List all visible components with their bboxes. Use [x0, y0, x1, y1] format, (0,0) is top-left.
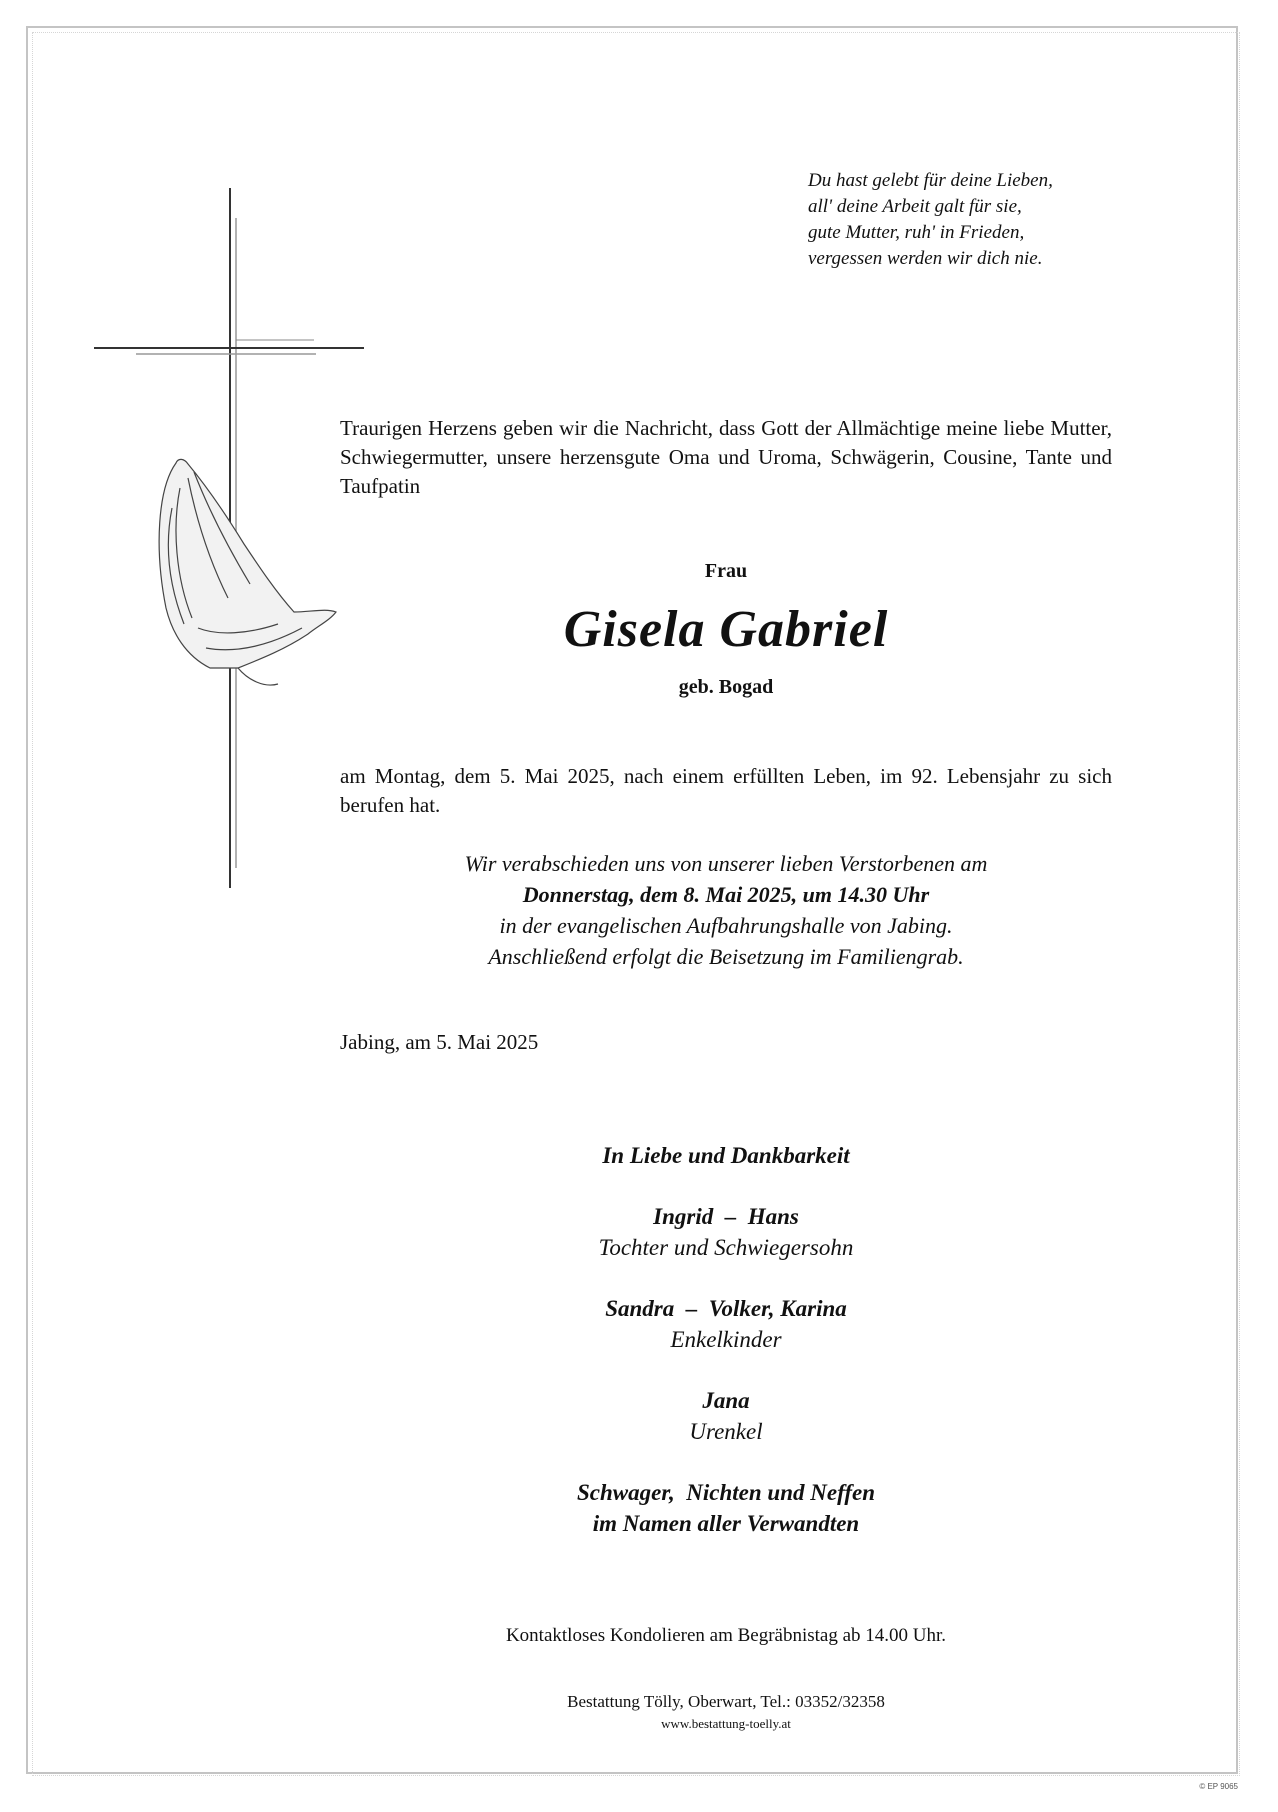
undertaker-website: www.bestattung-toelly.at	[661, 1716, 791, 1731]
mourner-relation: Tochter und Schwiegersohn	[598, 1235, 854, 1260]
farewell-block	[340, 848, 1112, 972]
undertaker-contact: Bestattung Tölly, Oberwart, Tel.: 03352/32358	[567, 1692, 885, 1711]
salutation: Frau	[704, 560, 748, 582]
intro-paragraph: Traurigen Herzens geben wir die Nachricht, dass Gott der Allmächtige meine liebe Mutter, Schwiegermutter, unsere herzensgute Oma und Uroma, Schwägerin, Cousine, Tante und Taufpatin	[340, 416, 1112, 498]
mourners-closing: im Namen aller Verwandten	[592, 1511, 860, 1536]
verse-line: gute Mutter, ruh' in Frieden,	[808, 222, 1025, 243]
funeral-date: Donnerstag, dem 8. Mai 2025, um 14.30 Uhr	[522, 882, 930, 907]
cross-icon	[88, 188, 368, 898]
memorial-verse	[808, 168, 1138, 272]
farewell-line: Anschließend erfolgt die Beisetzung im Familiengrab.	[488, 944, 964, 969]
deceased-name: Gisela Gabriel	[563, 601, 889, 658]
mourners-heading: In Liebe und Dankbarkeit	[602, 1143, 850, 1168]
death-notice: am Montag, dem 5. Mai 2025, nach einem erfüllten Leben, im 92. Lebensjahr zu sich berufen hat.	[340, 764, 1112, 817]
mourner-names: Jana	[702, 1388, 750, 1413]
mourner-relation: Enkelkinder	[670, 1327, 782, 1352]
mourners-block	[340, 1140, 1112, 1539]
mourner-relation: Urenkel	[689, 1419, 763, 1444]
praying-hands-icon	[159, 459, 336, 685]
mourner-names: Sandra – Volker, Karina	[605, 1296, 847, 1321]
place-date: Jabing, am 5. Mai 2025	[340, 1030, 539, 1054]
mourners-closing: Schwager, Nichten und Neffen	[577, 1480, 875, 1505]
condolence-note: Kontaktloses Kondolieren am Begräbnistag ab 14.00 Uhr.	[505, 1625, 947, 1646]
birth-name: geb. Bogad	[678, 676, 774, 698]
form-code: © EP 9065	[1199, 1782, 1238, 1791]
farewell-line: Wir verabschieden uns von unserer lieben Verstorbenen am	[464, 851, 988, 876]
verse-line: all' deine Arbeit galt für sie,	[808, 196, 1022, 217]
mourner-names: Ingrid – Hans	[653, 1204, 799, 1229]
verse-line: Du hast gelebt für deine Lieben,	[808, 170, 1053, 191]
verse-line: vergessen werden wir dich nie.	[808, 248, 1043, 269]
farewell-line: in der evangelischen Aufbahrungshalle von Jabing.	[499, 913, 953, 938]
